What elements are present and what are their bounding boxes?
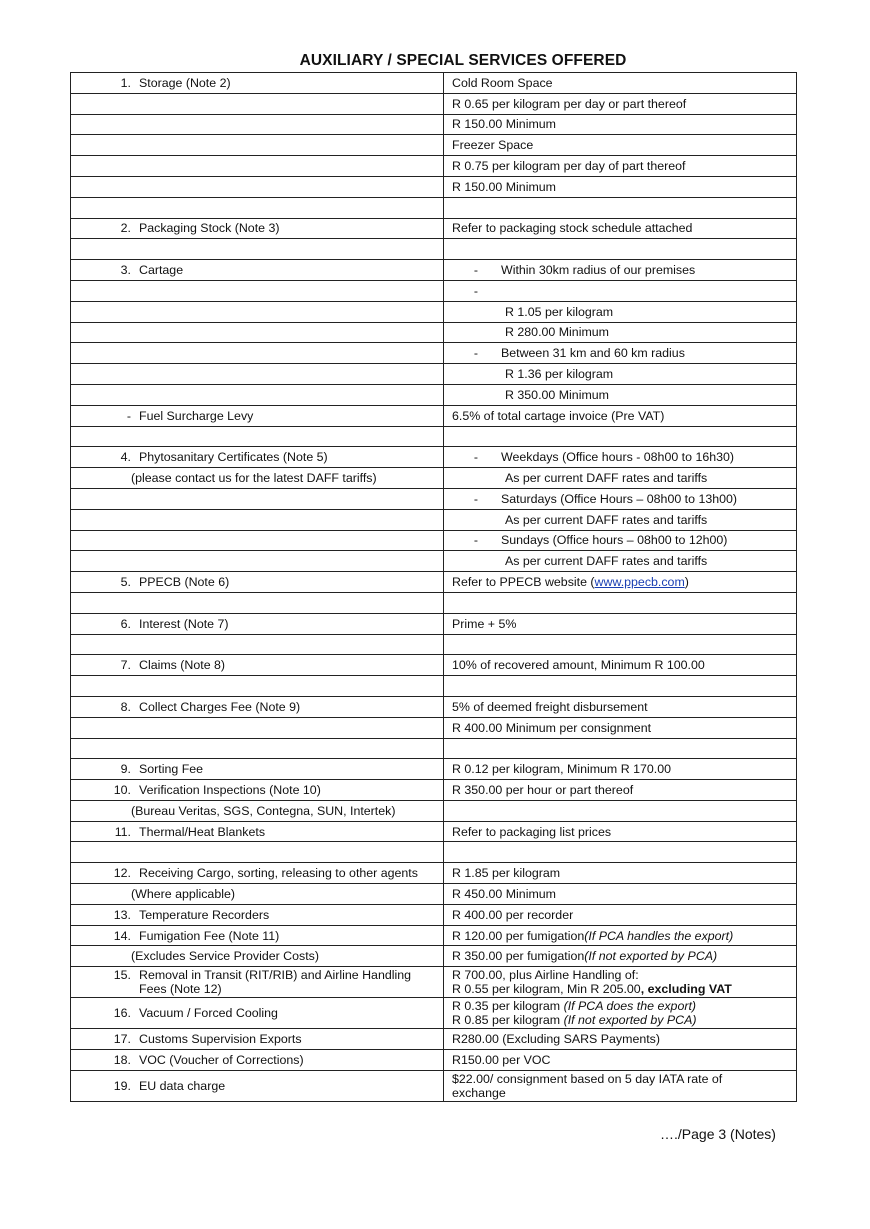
service-cell (71, 634, 444, 655)
rate-vat-note: , excluding VAT (640, 982, 732, 997)
table-row (71, 322, 797, 343)
rate-cell (444, 1070, 797, 1101)
table-row (71, 156, 797, 177)
rate-cell (444, 114, 797, 135)
service-label: (Where applicable) (131, 886, 235, 901)
rate-cell (444, 135, 797, 156)
item-number: 5. (120, 575, 131, 590)
service-cell (71, 738, 444, 759)
rate-value: R 350.00 per fumigation (452, 949, 585, 964)
service-cell (71, 655, 444, 676)
item-number: 6. (120, 616, 131, 631)
rate-subitem: As per current DAFF rates and tariffs (505, 512, 708, 527)
rate-note: (If not exported by PCA) (584, 949, 718, 964)
table-row (71, 738, 797, 759)
service-label: Temperature Recorders (139, 907, 270, 922)
bullet-dash: - (473, 491, 478, 506)
rate-value: R150.00 per VOC (452, 1052, 551, 1067)
table-row (71, 613, 797, 634)
rate-note: (If PCA handles the export) (584, 928, 734, 943)
table-row (71, 1050, 797, 1071)
service-cell (71, 925, 444, 946)
service-label: Receiving Cargo, sorting, releasing to other agents (139, 866, 418, 881)
bullet-dash: - (473, 283, 478, 298)
service-label-line: Fees (Note 12) (139, 982, 222, 997)
rate-value: Refer to PPECB website ( (452, 575, 595, 590)
rate-value: 10% of recovered amount, Minimum R 100.00 (452, 658, 705, 673)
rate-cell (444, 260, 797, 281)
service-label (131, 968, 443, 996)
service-cell (71, 904, 444, 925)
table-row (71, 572, 797, 593)
rate-cell (444, 1029, 797, 1050)
rate-cell (444, 426, 797, 447)
rate-value: R280.00 (Excluding SARS Payments) (452, 1032, 660, 1047)
rate-value: R 1.85 per kilogram (452, 866, 561, 881)
table-row (71, 696, 797, 717)
table-row (71, 239, 797, 260)
service-label: Interest (Note 7) (139, 616, 229, 631)
service-cell (71, 156, 444, 177)
rate-cell (444, 73, 797, 94)
rate-value: Refer to packaging list prices (452, 824, 612, 839)
table-row (71, 384, 797, 405)
service-cell (71, 280, 444, 301)
service-cell (71, 509, 444, 530)
item-number: 15. (113, 968, 131, 983)
table-row (71, 946, 797, 967)
rate-cell (444, 405, 797, 426)
rate-value: exchange (452, 1085, 506, 1100)
rate-cell (444, 696, 797, 717)
service-cell (71, 447, 444, 468)
rate-value: 5% of deemed freight disbursement (452, 699, 648, 714)
rate-cell (444, 780, 797, 801)
service-multiline (71, 968, 443, 996)
rate-cell (444, 634, 797, 655)
rate-value: R 0.55 per kilogram, Min R 205.00 (452, 982, 641, 997)
item-number: 10. (113, 782, 131, 797)
table-row (71, 343, 797, 364)
rate-note: (If not exported by PCA) (563, 1013, 697, 1028)
service-cell (71, 468, 444, 489)
rate-value: Cold Room Space (452, 75, 553, 90)
rate-value: Prime + 5% (452, 616, 517, 631)
rate-cell (444, 280, 797, 301)
rate-cell (444, 176, 797, 197)
service-cell (71, 530, 444, 551)
service-cell (71, 592, 444, 613)
table-row (71, 364, 797, 385)
service-label: (Excludes Service Provider Costs) (131, 949, 319, 964)
rate-cell (444, 800, 797, 821)
table-row (71, 655, 797, 676)
service-cell (71, 967, 444, 998)
table-row (71, 904, 797, 925)
rate-value: R 0.35 per kilogram (452, 999, 564, 1014)
rate-value: Refer to packaging stock schedule attached (452, 221, 693, 236)
services-table (70, 72, 797, 1102)
bullet-dash: - (473, 346, 478, 361)
service-label-line: Removal in Transit (RIT/RIB) and Airline Handling (139, 968, 412, 983)
service-cell (71, 1029, 444, 1050)
rate-multiline (444, 1072, 796, 1100)
item-number: 8. (120, 699, 131, 714)
rate-cell (444, 384, 797, 405)
rate-subitem: As per current DAFF rates and tariffs (505, 471, 708, 486)
item-number: 7. (120, 658, 131, 673)
rate-cell (444, 530, 797, 551)
item-number: 17. (113, 1032, 131, 1047)
service-label: VOC (Voucher of Corrections) (139, 1052, 304, 1067)
table-row (71, 759, 797, 780)
rate-value: Freezer Space (452, 138, 534, 153)
table-row (71, 280, 797, 301)
page-footer: …./Page 3 (Notes) (660, 1126, 776, 1142)
service-cell (71, 821, 444, 842)
rate-cell (444, 884, 797, 905)
bullet-dash: - (473, 263, 478, 278)
service-cell (71, 73, 444, 94)
service-cell (71, 717, 444, 738)
service-label: Thermal/Heat Blankets (139, 824, 266, 839)
rate-cell (444, 156, 797, 177)
service-cell (71, 384, 444, 405)
rate-cell (444, 613, 797, 634)
item-number: - (126, 408, 131, 423)
service-label: Storage (Note 2) (139, 75, 231, 90)
service-label: (please contact us for the latest DAFF tariffs) (131, 471, 377, 486)
table-row (71, 135, 797, 156)
rate-subitem: R 1.05 per kilogram (505, 304, 614, 319)
rate-value: R 400.00 per recorder (452, 907, 574, 922)
ppecb-link[interactable]: www.ppecb.com (594, 575, 685, 590)
table-row (71, 447, 797, 468)
rate-subitem: Between 31 km and 60 km radius (501, 346, 685, 361)
service-cell (71, 946, 444, 967)
item-number: 2. (120, 221, 131, 236)
service-cell (71, 176, 444, 197)
table-row (71, 800, 797, 821)
rate-value: R 120.00 per fumigation (452, 928, 585, 943)
rate-value: R 150.00 Minimum (452, 117, 556, 132)
service-cell (71, 405, 444, 426)
rate-cell (444, 509, 797, 530)
rate-cell (444, 863, 797, 884)
table-row (71, 863, 797, 884)
service-label: Verification Inspections (Note 10) (139, 782, 321, 797)
service-cell (71, 998, 444, 1029)
table-row (71, 780, 797, 801)
rate-cell (444, 468, 797, 489)
service-label: Cartage (139, 263, 184, 278)
item-number: 16. (113, 1006, 131, 1021)
service-cell (71, 426, 444, 447)
service-label: Fuel Surcharge Levy (139, 408, 254, 423)
service-label: Phytosanitary Certificates (Note 5) (139, 450, 328, 465)
service-cell (71, 551, 444, 572)
rate-subitem: R 280.00 Minimum (505, 325, 609, 340)
rate-value: R 0.65 per kilogram per day or part thereof (452, 96, 687, 111)
table-row (71, 1070, 797, 1101)
table-row (71, 821, 797, 842)
table-row (71, 509, 797, 530)
rate-cell (444, 322, 797, 343)
rate-cell (444, 447, 797, 468)
table-row (71, 967, 797, 998)
service-cell (71, 1050, 444, 1071)
table-row (71, 551, 797, 572)
rate-cell (444, 821, 797, 842)
rate-value-after: ) (684, 575, 689, 590)
service-label: Packaging Stock (Note 3) (139, 221, 280, 236)
rate-multiline (444, 999, 796, 1027)
service-cell (71, 114, 444, 135)
rate-cell (444, 572, 797, 593)
rate-cell (444, 343, 797, 364)
rate-cell (444, 1050, 797, 1071)
table-row (71, 842, 797, 863)
rate-cell (444, 904, 797, 925)
rate-subitem: As per current DAFF rates and tariffs (505, 554, 708, 569)
table-row (71, 925, 797, 946)
service-label: Fumigation Fee (Note 11) (139, 928, 280, 943)
table-row (71, 218, 797, 239)
rate-subitem: R 350.00 Minimum (505, 387, 609, 402)
item-number: 19. (113, 1078, 131, 1093)
rate-subitem: Within 30km radius of our premises (501, 263, 696, 278)
service-cell (71, 197, 444, 218)
service-label: Customs Supervision Exports (139, 1032, 302, 1047)
service-label: EU data charge (139, 1078, 226, 1093)
rate-value: R 0.12 per kilogram, Minimum R 170.00 (452, 762, 671, 777)
rate-cell (444, 218, 797, 239)
service-cell (71, 1070, 444, 1101)
item-number: 3. (120, 263, 131, 278)
service-cell (71, 218, 444, 239)
item-number: 13. (113, 907, 131, 922)
rate-subitem: Sundays (Office hours – 08h00 to 12h00) (501, 533, 728, 548)
item-number: 18. (113, 1052, 131, 1067)
service-cell (71, 842, 444, 863)
service-cell (71, 364, 444, 385)
item-number: 11. (114, 824, 131, 839)
table-row (71, 260, 797, 281)
rate-value: R 0.85 per kilogram (452, 1013, 564, 1028)
rate-cell (444, 551, 797, 572)
rate-value: 6.5% of total cartage invoice (Pre VAT) (452, 408, 665, 423)
service-cell (71, 696, 444, 717)
service-cell (71, 239, 444, 260)
table-row (71, 530, 797, 551)
item-number: 4. (120, 450, 131, 465)
table-row (71, 717, 797, 738)
item-number: 14. (113, 928, 131, 943)
rate-value: R 450.00 Minimum (452, 886, 556, 901)
item-number: 1. (120, 75, 131, 90)
rate-cell (444, 364, 797, 385)
table-row (71, 488, 797, 509)
rate-value: R 150.00 Minimum (452, 179, 556, 194)
table-row (71, 114, 797, 135)
rate-multiline (444, 968, 796, 996)
rate-value: R 350.00 per hour or part thereof (452, 782, 634, 797)
service-label: Collect Charges Fee (Note 9) (139, 699, 301, 714)
service-cell (71, 676, 444, 697)
service-label: PPECB (Note 6) (139, 575, 230, 590)
table-row (71, 998, 797, 1029)
rate-cell (444, 967, 797, 998)
rate-subitem: R 1.36 per kilogram (505, 367, 614, 382)
table-row (71, 301, 797, 322)
rate-value: $22.00/ consignment based on 5 day IATA rate of (452, 1071, 723, 1086)
rate-subitem: Weekdays (Office hours - 08h00 to 16h30) (501, 450, 735, 465)
rate-cell (444, 93, 797, 114)
service-cell (71, 322, 444, 343)
rate-cell (444, 301, 797, 322)
table-row (71, 884, 797, 905)
rate-subitem: Saturdays (Office Hours – 08h00 to 13h00) (501, 491, 738, 506)
rate-cell (444, 592, 797, 613)
table-row (71, 73, 797, 94)
item-number: 12. (113, 866, 131, 881)
table-row (71, 676, 797, 697)
service-cell (71, 488, 444, 509)
service-cell (71, 135, 444, 156)
rate-cell (444, 717, 797, 738)
rate-cell (444, 738, 797, 759)
service-label-line: Vacuum / Forced Cooling (139, 1006, 278, 1021)
table-row (71, 405, 797, 426)
rate-value: R 700.00, plus Airline Handling of: (452, 968, 639, 983)
service-cell (71, 260, 444, 281)
table-row (71, 93, 797, 114)
rate-note: (If PCA does the export) (563, 999, 697, 1014)
table-row (71, 426, 797, 447)
table-row (71, 634, 797, 655)
rate-cell (444, 239, 797, 260)
service-cell (71, 780, 444, 801)
page-title: AUXILIARY / SPECIAL SERVICES OFFERED (299, 52, 627, 69)
rate-cell (444, 925, 797, 946)
rate-cell (444, 488, 797, 509)
service-multiline (71, 1006, 443, 1020)
item-number: 9. (120, 762, 131, 777)
bullet-dash: - (473, 450, 478, 465)
rate-value: R 400.00 Minimum per consignment (452, 720, 652, 735)
service-label: (Bureau Veritas, SGS, Contegna, SUN, Intertek) (131, 803, 396, 818)
service-cell (71, 884, 444, 905)
service-cell (71, 93, 444, 114)
table-row (71, 1029, 797, 1050)
service-label: Sorting Fee (139, 762, 204, 777)
service-label (131, 1006, 443, 1020)
table-row (71, 197, 797, 218)
rate-cell (444, 197, 797, 218)
service-cell (71, 301, 444, 322)
rate-cell (444, 842, 797, 863)
table-row (71, 468, 797, 489)
service-cell (71, 800, 444, 821)
service-cell (71, 572, 444, 593)
service-cell (71, 613, 444, 634)
service-cell (71, 759, 444, 780)
rate-cell (444, 676, 797, 697)
rate-value: R 0.75 per kilogram per day of part thereof (452, 159, 686, 174)
rate-cell (444, 759, 797, 780)
service-cell (71, 863, 444, 884)
rate-cell (444, 998, 797, 1029)
service-cell (71, 343, 444, 364)
service-label: Claims (Note 8) (139, 658, 226, 673)
table-row (71, 592, 797, 613)
table-row (71, 176, 797, 197)
bullet-dash: - (473, 533, 478, 548)
rate-cell (444, 946, 797, 967)
rate-cell (444, 655, 797, 676)
